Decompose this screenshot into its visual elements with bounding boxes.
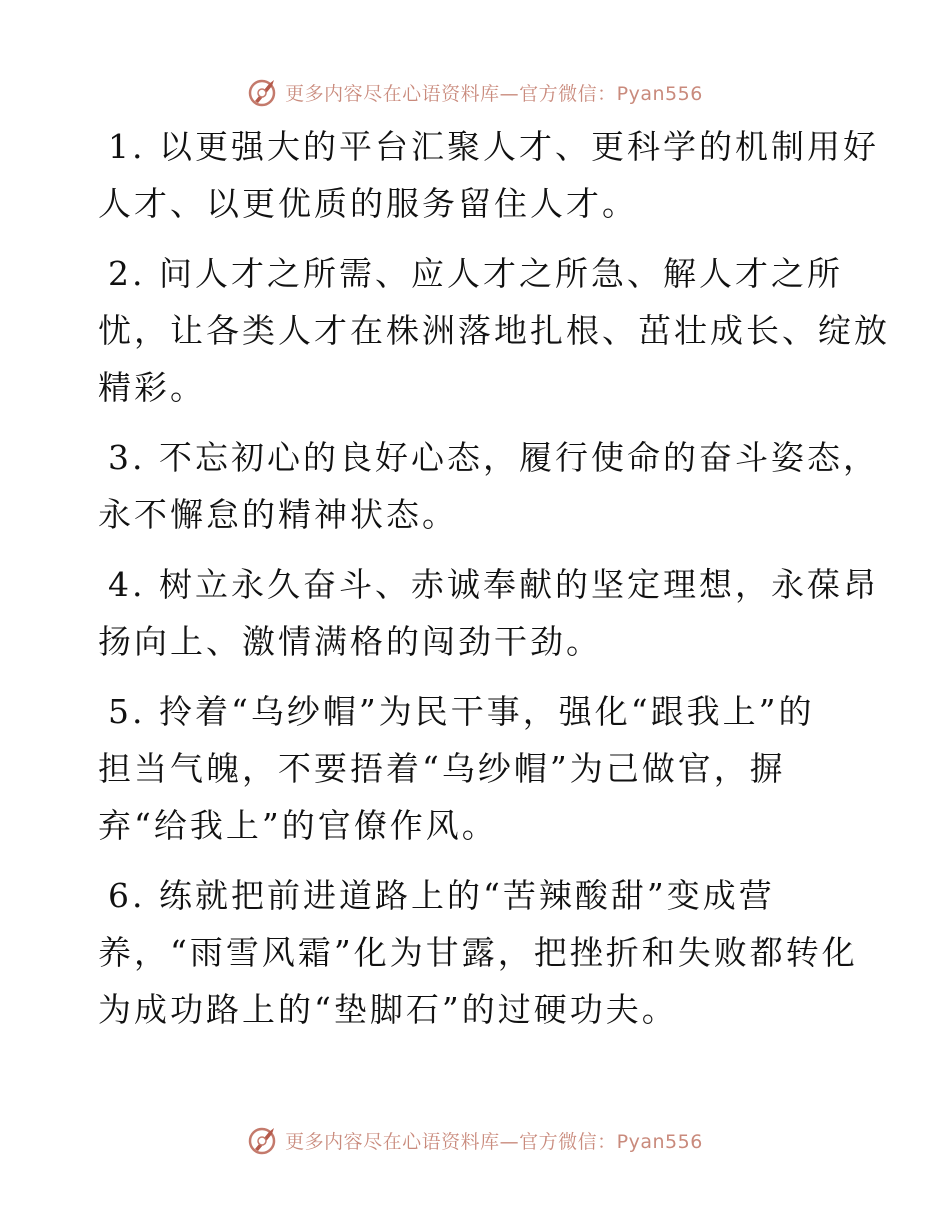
text-line: 担当气魄，不要捂着“乌纱帽”为己做官，摒 — [98, 749, 786, 788]
text-line: 养，“雨雪风霜”化为甘露，把挫折和失败都转化 — [98, 933, 858, 972]
text-line: 4. 树立永久奋斗、赤诚奉献的坚定理想，永葆昂 — [108, 565, 879, 604]
list-item — [98, 245, 890, 416]
text-line: 3. 不忘初心的良好心态，履行使命的奋斗姿态， — [108, 438, 879, 477]
text-line: 精彩。 — [98, 368, 206, 407]
pen-nib-seal-icon — [247, 1123, 281, 1157]
text-line: 1. 以更强大的平台汇聚人才、更科学的机制用好 — [108, 127, 879, 166]
list-item — [98, 118, 879, 232]
pen-nib-seal-icon — [247, 75, 281, 109]
list-item — [98, 867, 858, 1038]
text-line: 忧，让各类人才在株洲落地扎根、茁壮成长、绽放 — [98, 311, 890, 350]
list-item — [98, 429, 879, 543]
footer-watermark-banner — [0, 1120, 950, 1160]
text-line: 弃“给我上”的官僚作风。 — [98, 806, 498, 845]
watermark-text: 更多内容尽在心语资料库—官方微信：Pyan556 — [285, 1130, 703, 1153]
list-item — [98, 556, 879, 670]
document-body — [98, 118, 890, 1051]
text-line: 永不懈怠的精神状态。 — [98, 495, 458, 534]
text-line: 6. 练就把前进道路上的“苦辣酸甜”变成营 — [108, 876, 775, 915]
text-line: 人才、以更优质的服务留住人才。 — [98, 184, 638, 223]
text-line: 5. 拎着“乌纱帽”为民干事，强化“跟我上”的 — [108, 692, 815, 731]
watermark-text: 更多内容尽在心语资料库—官方微信：Pyan556 — [285, 82, 703, 105]
text-line: 扬向上、激情满格的闯劲干劲。 — [98, 622, 602, 661]
text-line: 2. 问人才之所需、应人才之所急、解人才之所 — [108, 254, 843, 293]
header-watermark-banner — [0, 72, 950, 112]
list-item — [98, 683, 858, 854]
text-line: 为成功路上的“垫脚石”的过硬功夫。 — [98, 990, 678, 1029]
